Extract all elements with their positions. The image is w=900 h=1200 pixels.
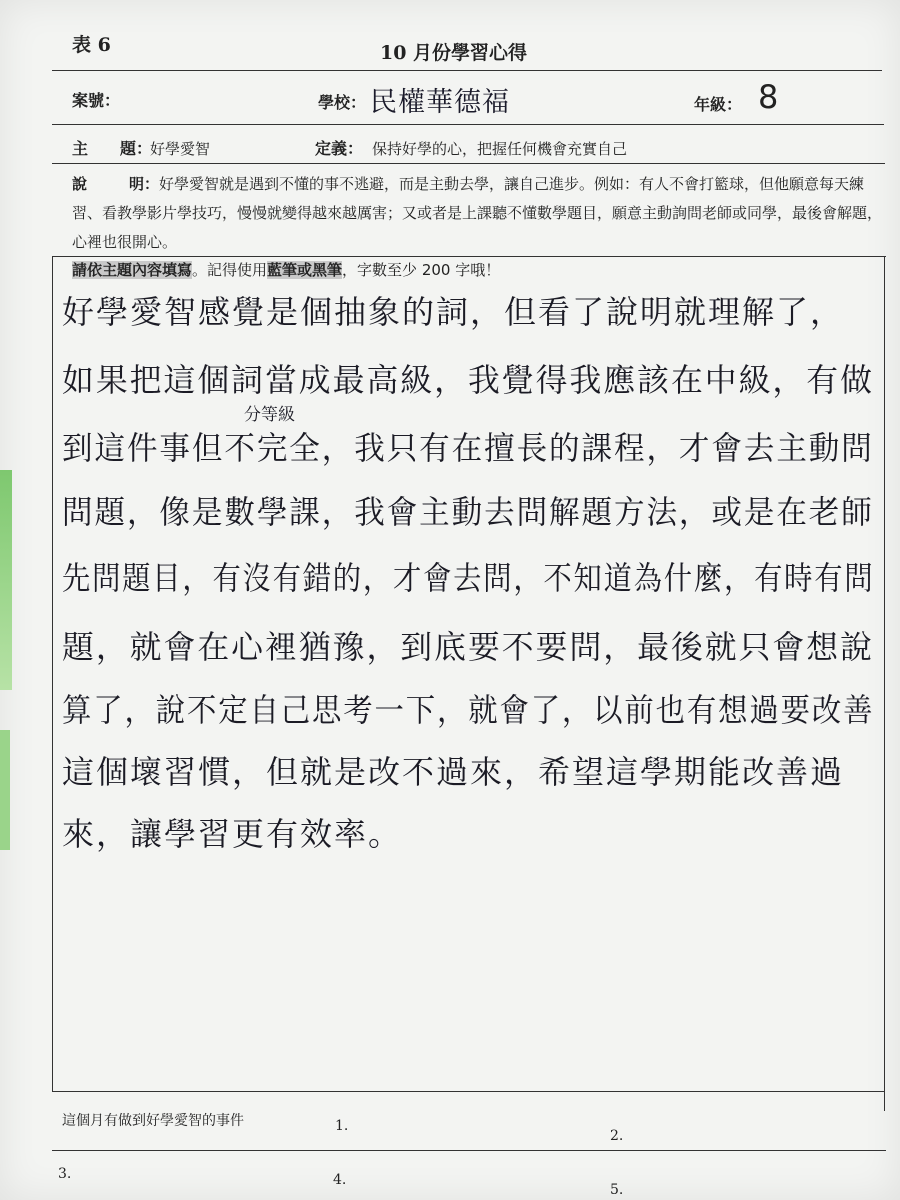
table-number: 表 6 (72, 34, 111, 56)
box-border-bottom (52, 1091, 885, 1092)
box-border-right (884, 256, 885, 1111)
case-number-label: 案號： (72, 91, 121, 110)
instruction-text: 。記得使用 (192, 261, 268, 279)
divider (52, 1150, 886, 1151)
topic-label: 主 題： (72, 139, 153, 158)
background-edge (0, 730, 10, 850)
essay-line: 到這件事但不完全，我只有在擅長的課程，才會去主動問 (62, 429, 874, 467)
footer-item-4: 4. (333, 1172, 347, 1188)
description-text: 好學愛智就是遇到不懂的事不逃避，而是主動去學，讓自己進步。例如：有人不會打籃球，但他願意每天練習、看教學影片學技巧，慢慢就變得越來越厲害；又或者是上課聽不懂數學題目，願意主動詢問老師或同學，最後會解題，心裡也很開心。 (72, 175, 883, 251)
essay-line: 題，就會在心裡猶豫，到底要不要問，最後就只會想說 (62, 628, 874, 666)
instruction-pen-color: 藍筆或黑筆 (267, 261, 343, 279)
divider (52, 256, 886, 257)
school-label: 學校： (318, 93, 367, 112)
essay-line: 如果把這個詞當成最高級，我覺得我應該在中級，有做 (62, 361, 874, 399)
footer-events-label: 這個月有做到好學愛智的事件 (62, 1113, 244, 1129)
footer-item-1: 1. (335, 1118, 349, 1134)
essay-insertion-note: 分等級 (244, 405, 295, 425)
grade-value-handwritten: 8 (758, 78, 779, 116)
essay-line: 先問題目，有沒有錯的，才會去問，不知道為什麼，有時有問 (62, 559, 875, 597)
school-value-handwritten: 民權華德福 (370, 87, 510, 118)
topic-value: 好學愛智 (150, 140, 211, 158)
definition-label: 定義： (315, 139, 364, 158)
instruction (72, 259, 500, 280)
instruction-text: ，字數至少 200 字哦！ (342, 261, 501, 279)
grade-label: 年級： (694, 95, 743, 114)
essay-line: 好學愛智感覺是個抽象的詞，但看了說明就理解了， (62, 293, 845, 331)
footer-item-2: 2. (610, 1128, 624, 1144)
divider (52, 124, 884, 125)
definition-value: 保持好學的心，把握任何機會充實自己 (372, 140, 628, 158)
essay-line: 這個壞習慣，但就是改不過來，希望這學期能改善過 (62, 753, 845, 791)
instruction-highlight: 請依主題內容填寫 (72, 261, 193, 279)
description-label-2: 明： (129, 175, 160, 193)
essay-line: 算了，說不定自己思考一下，就會了，以前也有想過要改善 (62, 691, 875, 729)
divider (52, 163, 885, 164)
essay-line: 問題，像是數學課，我會主動去問解題方法，或是在老師 (62, 493, 874, 531)
footer-item-5: 5. (610, 1182, 624, 1198)
essay-line: 來，讓學習更有效率。 (62, 815, 403, 853)
description-label: 說 (72, 175, 88, 193)
box-border-left (52, 256, 53, 1091)
description (72, 170, 892, 257)
page-title: 10 月份學習心得 (380, 42, 528, 64)
footer-item-3: 3. (58, 1166, 72, 1182)
divider (52, 70, 882, 71)
background-edge (0, 470, 12, 690)
